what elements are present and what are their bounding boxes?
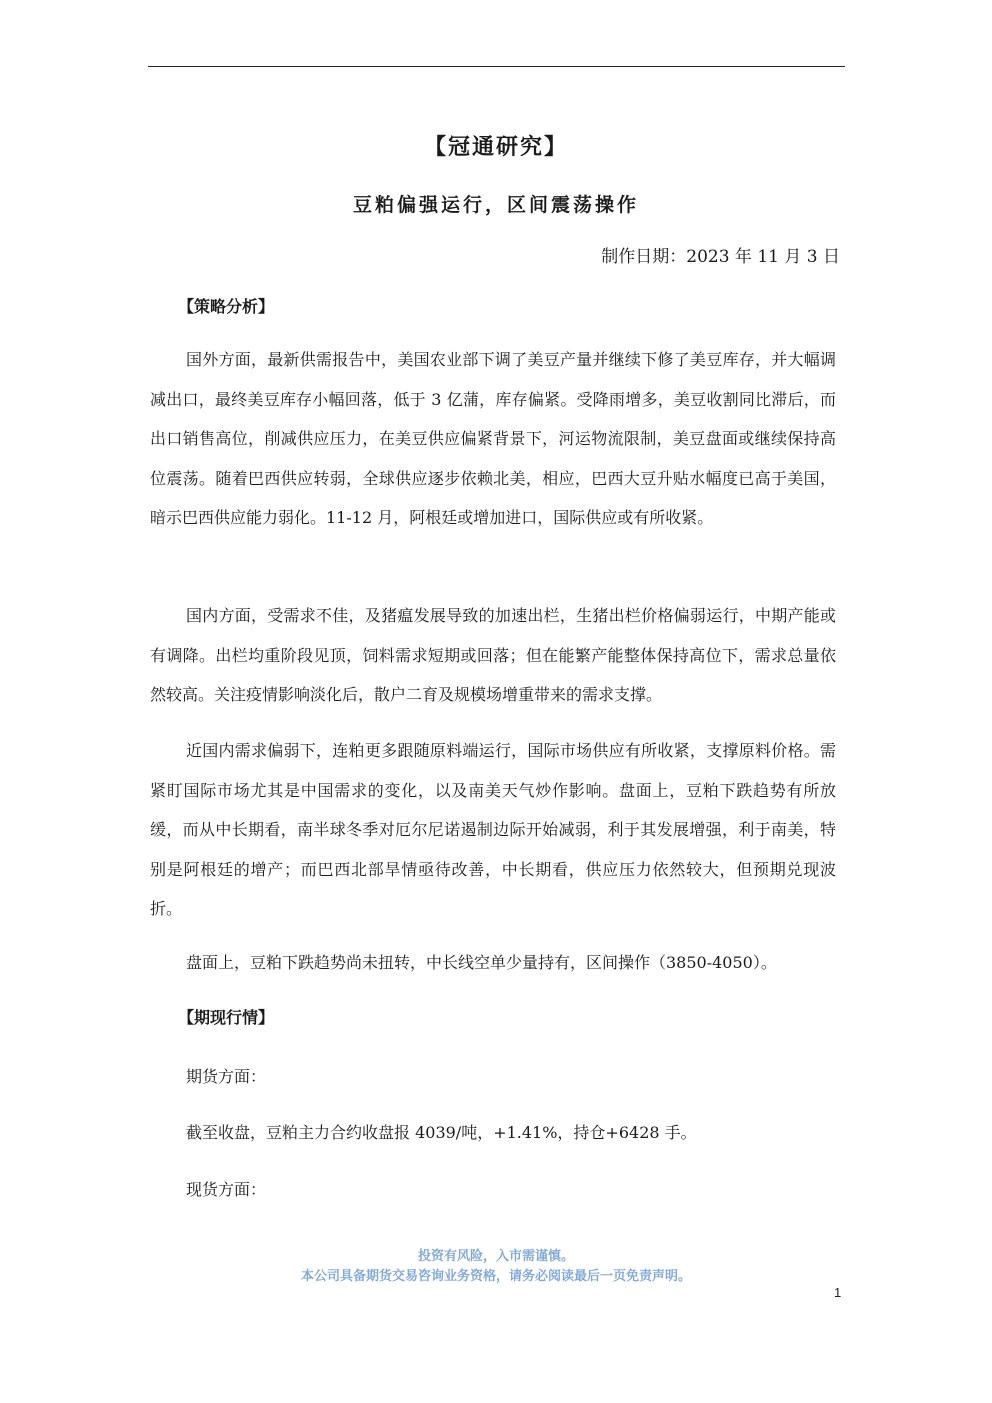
spot-label: 现货方面： <box>186 1180 267 1199</box>
header-rule <box>148 66 845 67</box>
market-heading: 【期现行情】 <box>178 1008 275 1027</box>
strategy-paragraph-2: 国内方面，受需求不佳，及猪瘟发展导致的加速出栏，生猪出栏价格偏弱运行，中期产能或有调降。出栏均重阶段见顶，饲料需求短期或回落；但在能繁产能整体保持高位下，需求总量依然较高。关注疫情影响淡化后，散户二育及规模场增重带来的需求支撑。 <box>150 606 836 705</box>
futures-text: 截至收盘，豆粕主力合约收盘报 4039/吨，+1.41%，持仓+6428 手。 <box>186 1123 697 1142</box>
publish-date: 制作日期：2023 年 11 月 3 日 <box>601 247 840 267</box>
strategy-paragraph-1: 国外方面，最新供需报告中，美国农业部下调了美豆产量并继续下修了美豆库存，并大幅调减出口，最终美豆库存小幅回落，低于 3 亿蒲，库存偏紧。受降雨增多，美豆收割同比滞后，而出口销售高位，削减供应压力，在美豆供应偏紧背景下，河运物流限制，美豆盘面或继续保持高位震荡。随着巴西供应转弱，全球供应逐步依赖北美，相应，巴西大豆升贴水幅度已高于美国，暗示巴西供应能力弱化。11-12 月，阿根廷或增加进口，国际供应或有所收紧。 <box>150 350 836 528</box>
strategy-heading: 【策略分析】 <box>178 297 275 316</box>
document-title: 豆粕偏强运行，区间震荡操作 <box>352 194 639 216</box>
strategy-paragraph-3: 近国内需求偏弱下，连粕更多跟随原料端运行，国际市场供应有所收紧，支撑原料价格。需紧盯国际市场尤其是中国需求的变化，以及南美天气炒作影响。盘面上，豆粕下跌趋势有所放缓，而从中长期看，南半球冬季对厄尔尼诺遏制边际开始减弱，利于其发展增强，利于南美，特别是阿根廷的增产；而巴西北部旱情亟待改善，中长期看，供应压力依然较大，但预期兑现波折。 <box>150 741 836 919</box>
futures-label: 期货方面： <box>186 1067 267 1086</box>
page-number: 1 <box>834 1285 842 1300</box>
strategy-conclusion: 盘面上，豆粕下跌趋势尚未扭转，中长线空单少量持有，区间操作（3850-4050）。 <box>186 953 777 972</box>
risk-disclaimer: 投资有风险，入市需谨慎。 <box>417 1249 574 1264</box>
qualification-disclaimer: 本公司具备期货交易咨询业务资格，请务必阅读最后一页免责声明。 <box>300 1269 691 1284</box>
brand-title: 【冠通研究】 <box>423 134 568 160</box>
